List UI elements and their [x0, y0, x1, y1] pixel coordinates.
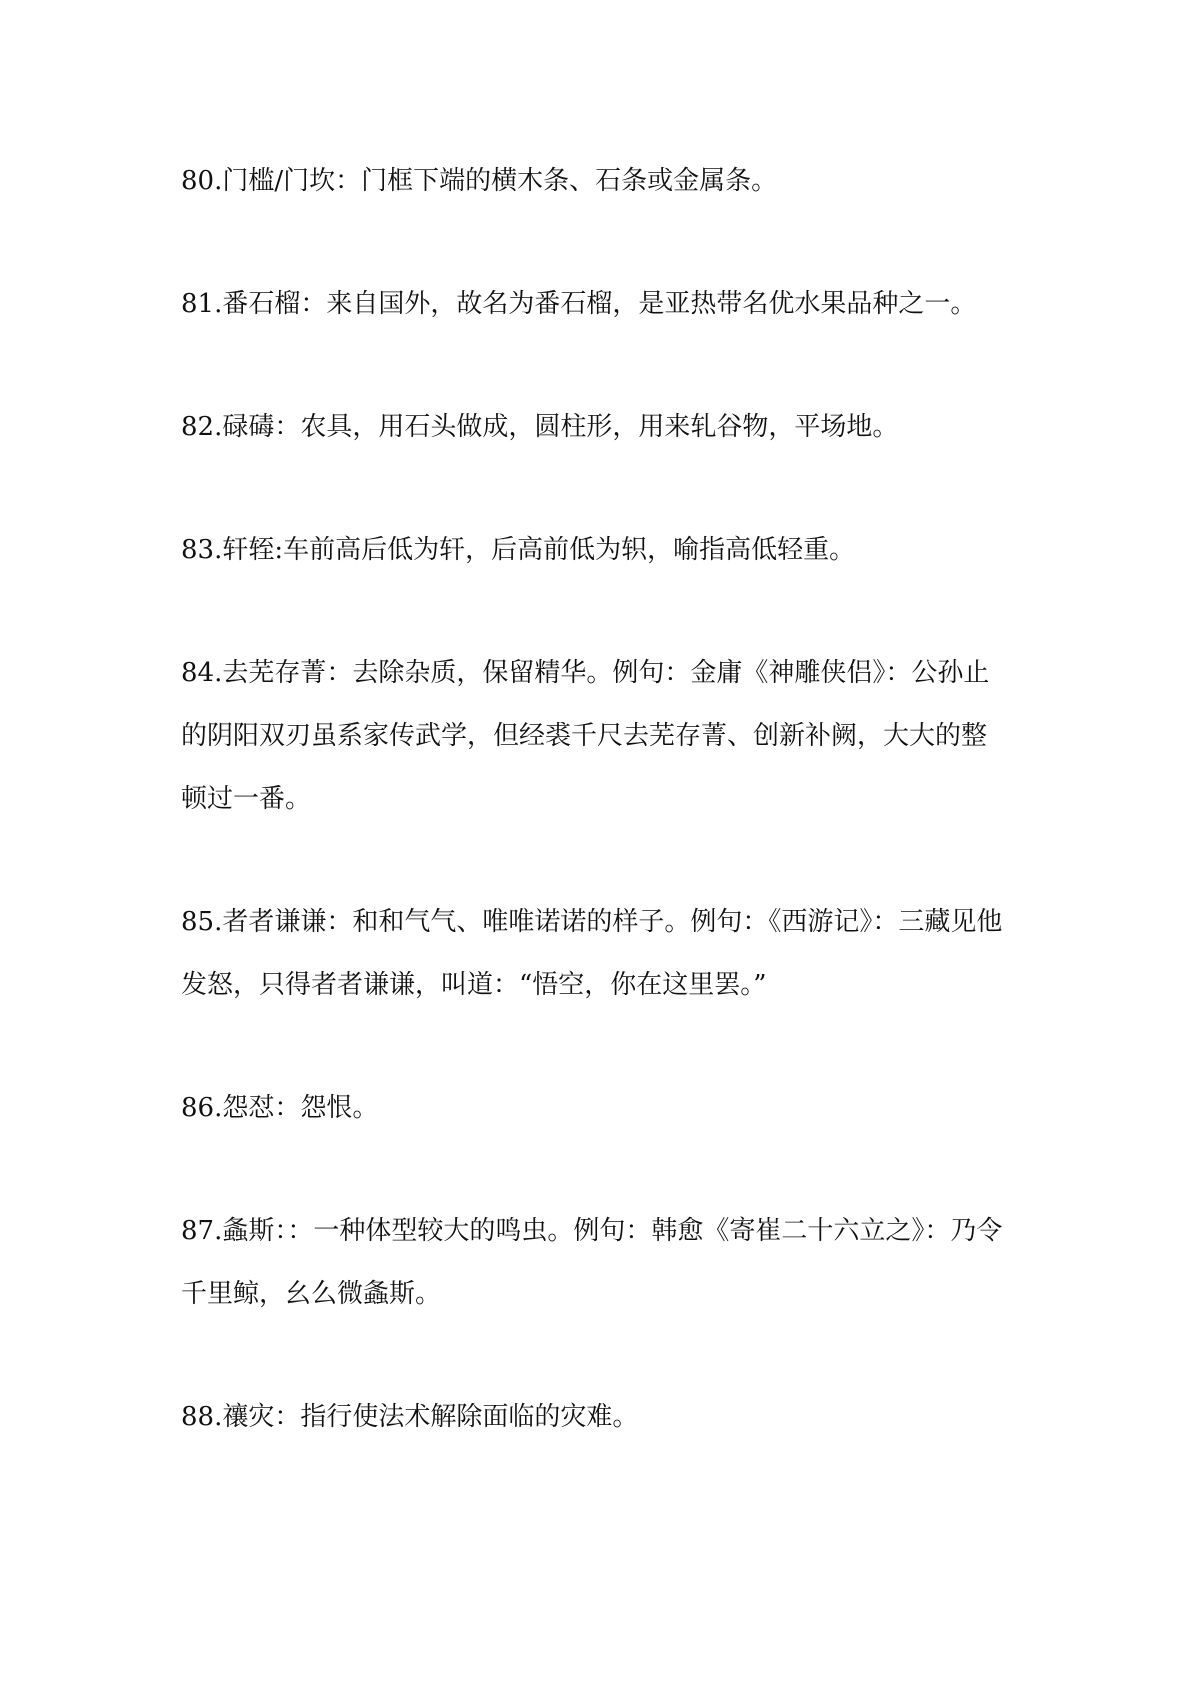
- entry-text-line: 的阴阳双刃虽系家传武学，但经裘千尺去芜存菁、创新补阙，大大的整: [181, 721, 988, 751]
- vocabulary-entry-86: [181, 1077, 1021, 1140]
- entry-text-line: 86.怨怼：怨恨。: [181, 1093, 379, 1123]
- entry-text-line: 82.碌碡：农具，用石头做成，圆柱形，用来轧谷物，平场地。: [181, 412, 899, 442]
- entry-text-line: 顿过一番。: [181, 784, 312, 814]
- entry-text-line: 80.门槛/门坎：门框下端的横木条、石条或金属条。: [181, 166, 778, 196]
- entry-text-line: 85.者者谦谦：和和气气、唯唯诺诺的样子。例句：《西游记》：三藏见他: [181, 907, 1003, 937]
- vocabulary-list: [181, 150, 1021, 1449]
- entry-text-line: 84.去芜存菁：去除杂质，保留精华。例句：金庸《神雕侠侣》：公孙止: [181, 658, 990, 688]
- vocabulary-entry-87: [181, 1200, 1021, 1326]
- vocabulary-entry-82: [181, 396, 1021, 459]
- vocabulary-entry-83: [181, 519, 1021, 582]
- entry-text-line: 千里鲸，幺么微螽斯。: [181, 1279, 442, 1309]
- entry-text-line: 81.番石榴：来自国外，故名为番石榴，是亚热带名优水果品种之一。: [181, 289, 977, 319]
- vocabulary-entry-81: [181, 273, 1021, 336]
- entry-text-line: 83.轩轾:车前高后低为轩，后高前低为轵，喻指高低轻重。: [181, 535, 856, 565]
- entry-text-line: 发怒，只得者者谦谦，叫道：“悟空，你在这里罢。”: [181, 970, 767, 1000]
- entry-text-line: 87.螽斯：：一种体型较大的鸣虫。例句：韩愈《寄崔二十六立之》：乃令: [181, 1216, 1003, 1246]
- vocabulary-entry-85: [181, 891, 1021, 1017]
- entry-text-line: 88.禳灾：指行使法术解除面临的灾难。: [181, 1402, 639, 1432]
- vocabulary-entry-88: [181, 1386, 1021, 1449]
- vocabulary-entry-80: [181, 150, 1021, 213]
- vocabulary-entry-84: [181, 642, 1021, 831]
